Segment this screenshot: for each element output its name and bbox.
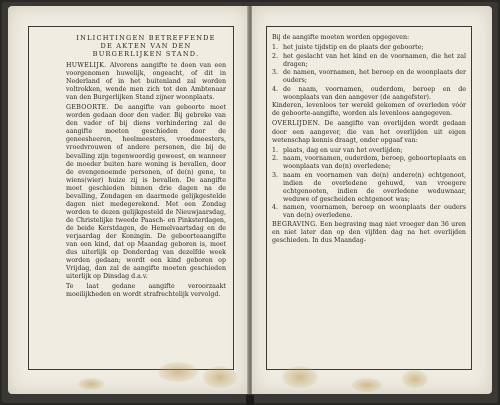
- heading-line-2: DE AKTEN VAN DEN: [100, 42, 192, 50]
- list-item-text: naam en voornamen van de(n) andere(n) echtgenoot, indien de overledene gehuwd, van vroegere echtgenooten, indien de overledene weduwnaar, weduwe of gescheiden echtgenoot was;: [283, 171, 466, 203]
- water-stain: [158, 362, 198, 382]
- water-stain: [402, 370, 428, 388]
- list-item: [272, 172, 466, 204]
- section-heading: [66, 34, 226, 58]
- list-item-number: 1.: [272, 146, 279, 154]
- birth-requirements-list: [272, 44, 466, 102]
- geboorte-note: Te laat gedane aangifte veroorzaakt moeilijkheden en wordt strafrechtelijk vervolgd.: [66, 283, 226, 299]
- list-item-number: 2.: [272, 155, 279, 163]
- right-page: [252, 6, 492, 394]
- list-item-text: naam, voornamen, ouderdom, beroep, geboorteplaats en woonplaats van de(n) overledene;: [283, 155, 466, 171]
- geboorte-text: De aangifte van geboorte moet worden gedaan door den vader. Bij gebreke van den vader of bij diens verhindering zal de aangifte moeten geschieden door de geneesheeren, heelmeesters, vroedmeesters, vroedvrouwen of andere personen, die bij de bevalling zijn tegenwoordig geweest, en wanneer de moeder buiten hare woning is bevallen, door de evengenoemde personen, of de(n) gene, te wiens(wier) huize zij is bevallen. De aangifte moet geschieden binnen drie dagen na de bevalling, Zondagen en daarmede gelijkgestelde dagen niet medegerekend. Met een Zondag worden te dezen gelijkgesteld de Nieuwjaarsdag, de Christelijke tweede Paasch- en Pinksterdagen, de beide Kerstdagen, de Hemelvaartsdag en de verjaardag der Koningin. De geboorteaangifte van een kind, dat op Maandag geboren is, moet dus uiterlijk op Donderdag van dezelfde week worden gedaan; wordt een kind geboren op Vrijdag, dan zal de aangifte moeten geschieden uiterlijk op Dinsdag d.a.v.: [66, 104, 226, 281]
- begraving-paragraph: [272, 221, 466, 245]
- huwelijk-text: Alvorens aangifte te doen van een voorgenomen huwelijk, ongeacht, of dit in Nederland of in het buitenland zal worden voltrokken, wende men zich tot den Ambtenaar van den Burgerlijken Stand zijner woonplaats.: [66, 62, 226, 102]
- list-item-number: 4.: [272, 204, 279, 212]
- kinderen-paragraph: Kinderen, levenloos ter wereld gekomen of overleden vóór de geboorte-aangifte, worden als levenloos aangegeven.: [272, 102, 466, 118]
- list-item: [272, 147, 466, 155]
- geboorte-paragraph: [66, 104, 226, 281]
- list-item-text: namen, voornamen, beroep en woonplaats der ouders van de(n) overledene.: [283, 204, 466, 220]
- list-item-text: het geslacht van het kind en de voornamen, die het zal dragen;: [283, 52, 466, 68]
- water-stain: [352, 378, 382, 392]
- huwelijk-paragraph: [66, 62, 226, 102]
- begraving-text: Een begraving mag niet vroeger dan 36 uren en niet later dan op den vijfden dag na het overlijden geschieden. In dus Maandag-: [272, 221, 466, 245]
- list-item: [272, 155, 466, 171]
- heading-line-3: BURGERLIJKEN STAND.: [92, 50, 200, 58]
- right-page-text: [272, 34, 466, 364]
- left-page: [8, 6, 248, 394]
- water-stain: [203, 366, 237, 388]
- death-requirements-list: [272, 147, 466, 221]
- list-item: [272, 53, 466, 69]
- geboorte-title: GEBOORTE.: [66, 104, 109, 112]
- begraving-title: BEGRAVING.: [272, 221, 318, 229]
- list-item: [272, 69, 466, 85]
- spine-bottom-shadow: [246, 395, 254, 405]
- list-item-text: het juiste tijdstip en de plaats der geboorte;: [283, 44, 424, 52]
- overlijden-title: OVERLIJDEN.: [272, 120, 321, 128]
- heading-line-1: INLICHTINGEN BETREFFENDE: [76, 34, 216, 42]
- list-item-number: 3.: [272, 171, 279, 179]
- list-item-number: 1.: [272, 44, 279, 52]
- huwelijk-title: HUWELIJK.: [66, 62, 107, 69]
- list-item: [272, 204, 466, 220]
- list-item-number: 4.: [272, 85, 279, 93]
- list-item-text: de naam, voornamen, ouderdom, beroep en de woonplaats van den aangever (de aangefster).: [283, 85, 466, 101]
- list-item: [272, 44, 466, 52]
- left-page-text: [66, 34, 226, 364]
- list-item-text: plaats, dag en uur van het overlijden;: [283, 146, 403, 154]
- list-item-number: 3.: [272, 69, 279, 77]
- list-item: [272, 86, 466, 102]
- water-stain: [78, 378, 104, 390]
- birth-intro: Bij de aangifte moeten worden opgegeven:: [272, 34, 410, 41]
- list-item-text: de namen, voornamen, het beroep en de woonplaats der ouders;: [283, 69, 466, 85]
- water-stain: [282, 366, 318, 388]
- overlijden-paragraph: [272, 120, 466, 144]
- overlijden-text: De aangifte van overlijden wordt gedaan door een aangever, die van het overlijden uit eigen wetenschap kennis draagt, onder opgaaf van:: [272, 120, 466, 144]
- list-item-number: 2.: [272, 52, 279, 60]
